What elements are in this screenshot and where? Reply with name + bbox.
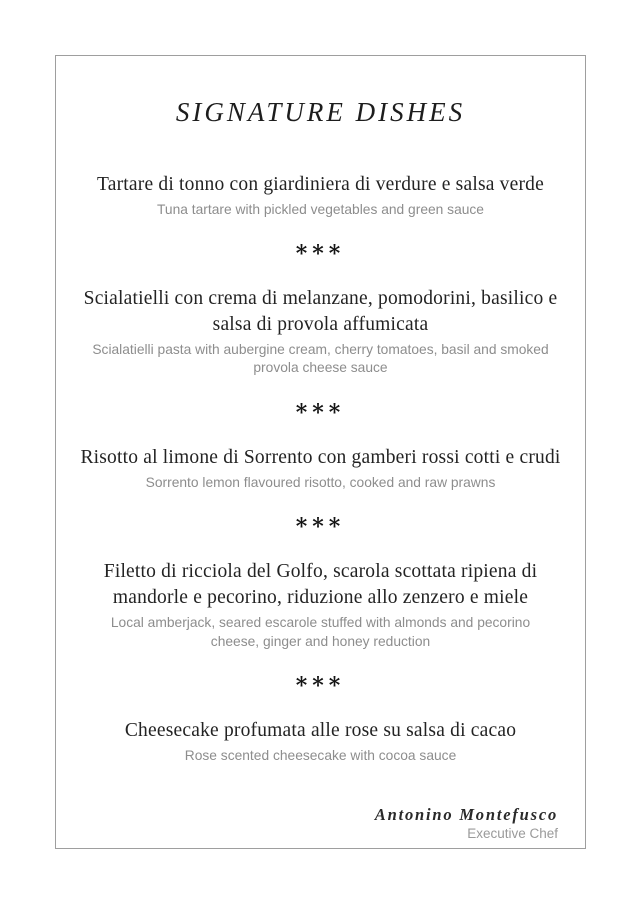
chef-title: Executive Chef bbox=[467, 825, 558, 841]
menu-title: SIGNATURE DISHES bbox=[175, 97, 466, 127]
dish-description: Sorrento lemon flavoured risotto, cooked and raw prawns bbox=[145, 474, 496, 490]
chef-signature bbox=[72, 805, 569, 841]
dish-item bbox=[72, 172, 569, 219]
asterisk-separator: *** bbox=[295, 241, 346, 268]
dish-name: Filetto di ricciola del Golfo, scarola scottata ripiena di mandorle e pecorino, riduzione allo zenzero e miele bbox=[103, 561, 538, 609]
dish-item bbox=[72, 559, 569, 651]
dish-description: Scialatielli pasta with aubergine cream, cherry tomatoes, basil and smoked provola cheese sauce bbox=[92, 341, 549, 376]
dish-name: Risotto al limone di Sorrento con gamberi rossi cotti e crudi bbox=[80, 447, 561, 469]
dish-item bbox=[72, 286, 569, 378]
dish-item bbox=[72, 718, 569, 765]
dish-description: Rose scented cheesecake with cocoa sauce bbox=[184, 747, 457, 763]
dish-name: Cheesecake profumata alle rose su salsa di cacao bbox=[124, 720, 517, 742]
asterisk-separator: *** bbox=[295, 400, 346, 427]
chef-name: Antonino Montefusco bbox=[374, 804, 558, 824]
asterisk-separator: *** bbox=[295, 514, 346, 541]
dish-item bbox=[72, 445, 569, 492]
menu-frame bbox=[55, 55, 586, 849]
asterisk-separator: *** bbox=[295, 673, 346, 700]
dish-name: Scialatielli con crema di melanzane, pomodorini, basilico e salsa di provola affumicata bbox=[83, 288, 558, 336]
dish-name: Tartare di tonno con giardiniera di verdure e salsa verde bbox=[97, 174, 544, 195]
dish-description: Tuna tartare with pickled vegetables and green sauce bbox=[157, 201, 484, 217]
dish-description: Local amberjack, seared escarole stuffed with almonds and pecorino cheese, ginger and honey reduction bbox=[110, 614, 531, 649]
